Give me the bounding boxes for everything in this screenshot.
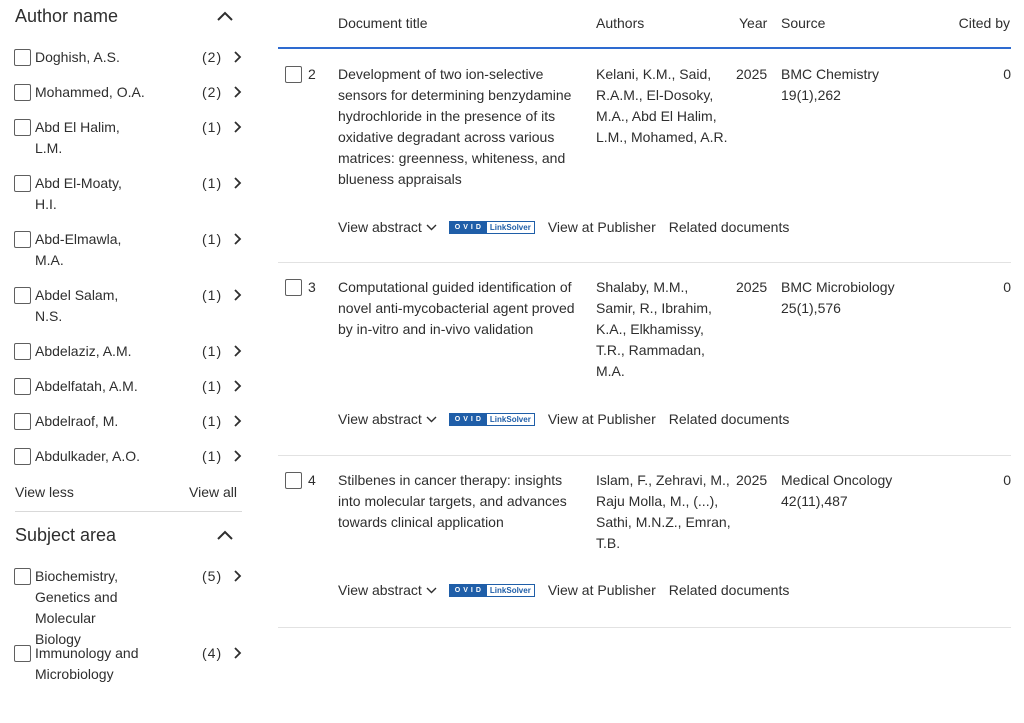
- row-actions: [338, 219, 789, 235]
- view-at-publisher-link[interactable]: View at Publisher: [547, 411, 656, 427]
- facet-item-count: (1): [202, 448, 223, 464]
- source-link[interactable]: BMC Microbiology 25(1),576: [781, 279, 895, 316]
- filter-sidebar: [0, 0, 245, 723]
- ovid-logo: OVID: [450, 414, 487, 425]
- row-divider: [278, 262, 1011, 263]
- row-divider: [278, 455, 1011, 456]
- view-abstract-label: View abstract: [338, 582, 422, 598]
- checkbox[interactable]: [14, 175, 31, 192]
- checkbox[interactable]: [14, 568, 31, 585]
- cited-by-count: 0: [1003, 279, 1011, 295]
- facet-item-label: Doghish, A.S.: [35, 49, 120, 65]
- facet-item-author[interactable]: [14, 446, 244, 467]
- facet-title: Author name: [15, 5, 119, 26]
- facet-item-label: Abdelfatah, A.M.: [35, 378, 138, 394]
- checkbox[interactable]: [14, 287, 31, 304]
- chevron-right-icon[interactable]: [231, 85, 245, 99]
- view-all-link[interactable]: View all: [189, 484, 237, 500]
- authors-list[interactable]: Shalaby, M.M., Samir, R., Ibrahim, K.A., Elkhamissy, T.R., Rammadan, M.A.: [596, 279, 712, 379]
- cited-by-count: 0: [1003, 472, 1011, 488]
- ovid-logo: OVID: [450, 585, 487, 596]
- year: 2025: [736, 66, 768, 82]
- linksolver-label: LinkSolver: [487, 414, 534, 425]
- facet-item-count: (4): [202, 645, 223, 661]
- year: 2025: [736, 279, 768, 295]
- facet-item-label: Abd El Halim, L.M.: [35, 119, 120, 156]
- facet-item-label: Abdel Salam, N.S.: [35, 287, 119, 324]
- checkbox[interactable]: [14, 84, 31, 101]
- related-documents-link[interactable]: Related documents: [668, 411, 790, 427]
- row-number: 3: [308, 279, 316, 295]
- facet-divider: [15, 511, 242, 512]
- subject-area-facet-header[interactable]: [15, 520, 235, 550]
- cited-by-count: 0: [1003, 66, 1011, 82]
- facet-item-label: Abd El-Moaty, H.I.: [35, 175, 122, 212]
- linksolver-label: LinkSolver: [487, 585, 534, 596]
- chevron-right-icon[interactable]: [231, 569, 245, 583]
- facet-view-toggles: [15, 484, 237, 500]
- facet-item-count: (1): [202, 287, 223, 303]
- facet-item-label: Mohammed, O.A.: [35, 84, 145, 100]
- chevron-up-icon[interactable]: [215, 525, 235, 545]
- chevron-right-icon[interactable]: [231, 646, 245, 660]
- linksolver-button[interactable]: [449, 413, 535, 426]
- row-actions: [338, 411, 789, 427]
- document-title-link[interactable]: Development of two ion-selective sensors for determining benzydamine hydrochloride in the presence of its oxidative degradant across various matrices: greenness, whiteness, and blueness appraisals: [338, 66, 572, 187]
- view-abstract-label: View abstract: [338, 219, 422, 235]
- view-at-publisher-link[interactable]: View at Publisher: [547, 219, 656, 235]
- chevron-down-icon: [426, 223, 437, 231]
- linksolver-button[interactable]: [449, 584, 535, 597]
- facet-item-count: (1): [202, 119, 223, 135]
- facet-item-count: (2): [202, 84, 223, 100]
- authors-list[interactable]: Islam, F., Zehravi, M., Raju Molla, M., (...), Sathi, M.N.Z., Emran, T.B.: [596, 472, 731, 551]
- chevron-right-icon[interactable]: [231, 176, 245, 190]
- linksolver-button[interactable]: [449, 221, 535, 234]
- source-link[interactable]: BMC Chemistry 19(1),262: [781, 66, 880, 103]
- author-name-facet-header[interactable]: [15, 1, 235, 31]
- column-header-title[interactable]: Document title: [338, 15, 428, 31]
- checkbox[interactable]: [14, 378, 31, 395]
- column-header-year[interactable]: Year: [739, 15, 768, 31]
- chevron-right-icon[interactable]: [231, 232, 245, 246]
- facet-item-author[interactable]: [14, 117, 244, 159]
- row-actions: [338, 582, 789, 598]
- chevron-right-icon[interactable]: [231, 449, 245, 463]
- chevron-down-icon: [426, 586, 437, 594]
- facet-title: Subject area: [15, 524, 117, 545]
- facet-item-subject[interactable]: [14, 566, 244, 650]
- chevron-right-icon[interactable]: [231, 50, 245, 64]
- chevron-right-icon[interactable]: [231, 288, 245, 302]
- view-abstract-button[interactable]: [338, 582, 437, 598]
- view-abstract-button[interactable]: [338, 219, 437, 235]
- chevron-right-icon[interactable]: [231, 120, 245, 134]
- facet-item-author[interactable]: [14, 341, 244, 362]
- checkbox[interactable]: [14, 119, 31, 136]
- facet-item-label: Abd-Elmawla, M.A.: [35, 231, 122, 268]
- facet-item-label: Immunology and Microbiology: [35, 645, 139, 682]
- source-link[interactable]: Medical Oncology 42(11),487: [781, 472, 893, 509]
- facet-item-author[interactable]: [14, 229, 244, 271]
- column-header-source[interactable]: Source: [781, 15, 826, 31]
- view-abstract-button[interactable]: [338, 411, 437, 427]
- chevron-up-icon[interactable]: [215, 6, 235, 26]
- facet-item-count: (5): [202, 568, 223, 584]
- chevron-right-icon[interactable]: [231, 379, 245, 393]
- checkbox[interactable]: [14, 645, 31, 662]
- facet-item-author[interactable]: [14, 47, 244, 68]
- row-checkbox[interactable]: [285, 279, 302, 296]
- checkbox[interactable]: [14, 231, 31, 248]
- row-checkbox[interactable]: [285, 472, 302, 489]
- checkbox[interactable]: [14, 448, 31, 465]
- facet-item-label: Abdulkader, A.O.: [35, 448, 141, 464]
- document-title-link[interactable]: Stilbenes in cancer therapy: insights into molecular targets, and advances towards clinical application: [338, 472, 567, 530]
- related-documents-link[interactable]: Related documents: [668, 219, 790, 235]
- row-number: 2: [308, 66, 316, 82]
- facet-item-author[interactable]: [14, 411, 244, 432]
- chevron-down-icon: [426, 415, 437, 423]
- facet-item-count: (1): [202, 175, 223, 191]
- facet-item-subject[interactable]: [14, 643, 244, 685]
- facet-item-label: Abdelaziz, A.M.: [35, 343, 132, 359]
- linksolver-label: LinkSolver: [487, 222, 534, 233]
- row-number: 4: [308, 472, 316, 488]
- document-title-link[interactable]: Computational guided identification of novel anti-mycobacterial agent proved by in-vitro and in-vivo validation: [338, 279, 575, 337]
- checkbox[interactable]: [14, 343, 31, 360]
- facet-item-count: (1): [202, 231, 223, 247]
- results-table: [278, 0, 1011, 723]
- column-header-cited-by[interactable]: Cited by: [958, 15, 1010, 31]
- chevron-right-icon[interactable]: [231, 414, 245, 428]
- row-checkbox[interactable]: [285, 66, 302, 83]
- row-divider: [278, 627, 1011, 628]
- column-header-authors[interactable]: Authors: [596, 15, 645, 31]
- year: 2025: [736, 472, 768, 488]
- facet-item-count: (2): [202, 49, 223, 65]
- facet-item-author[interactable]: [14, 173, 244, 215]
- header-rule: [278, 47, 1011, 49]
- facet-item-count: (1): [202, 378, 223, 394]
- related-documents-link[interactable]: Related documents: [668, 582, 790, 598]
- facet-item-label: Biochemistry, Genetics and Molecular Biology: [35, 568, 118, 647]
- view-at-publisher-link[interactable]: View at Publisher: [547, 582, 656, 598]
- view-less-link[interactable]: View less: [15, 484, 74, 500]
- checkbox[interactable]: [14, 49, 31, 66]
- authors-list[interactable]: Kelani, K.M., Said, R.A.M., El-Dosoky, M.A., Abd El Halim, L.M., Mohamed, A.R.: [596, 66, 728, 145]
- facet-item-author[interactable]: [14, 285, 244, 327]
- facet-item-label: Abdelraof, M.: [35, 413, 119, 429]
- facet-item-count: (1): [202, 413, 223, 429]
- checkbox[interactable]: [14, 413, 31, 430]
- facet-item-author[interactable]: [14, 82, 244, 103]
- ovid-logo: OVID: [450, 222, 487, 233]
- facet-item-author[interactable]: [14, 376, 244, 397]
- facet-item-count: (1): [202, 343, 223, 359]
- view-abstract-label: View abstract: [338, 411, 422, 427]
- chevron-right-icon[interactable]: [231, 344, 245, 358]
